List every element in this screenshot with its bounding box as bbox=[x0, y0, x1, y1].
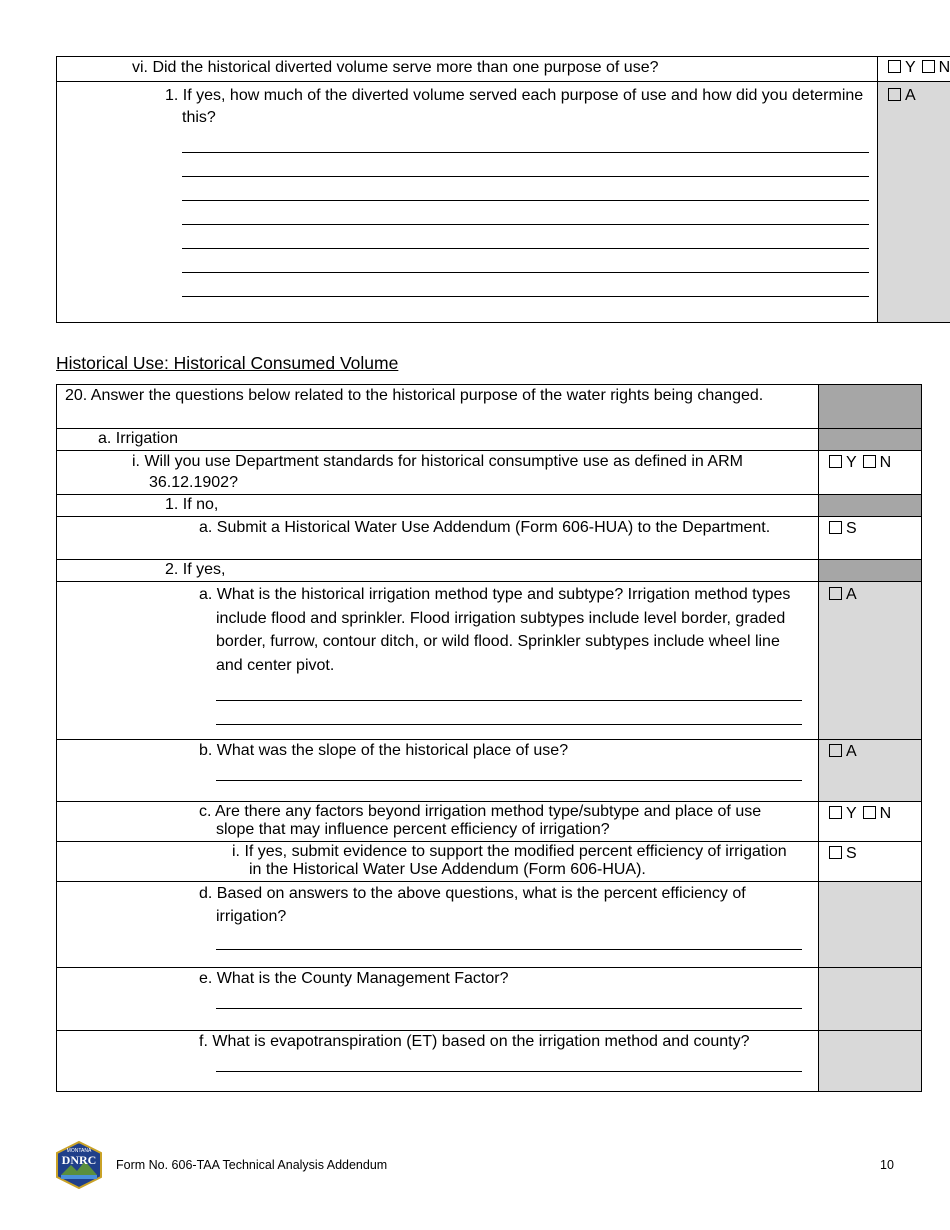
submit-hua-text: a. Submit a Historical Water Use Addendum (Form 606-HUA) to the Department. bbox=[199, 519, 771, 536]
logo-text: DNRC bbox=[61, 1153, 97, 1167]
submit-cell bbox=[819, 517, 922, 560]
question-1-row bbox=[57, 82, 950, 323]
logo-text-top: MONTANA bbox=[66, 1148, 92, 1154]
answer-line bbox=[182, 176, 869, 177]
question-vi-text: vi. Did the historical diverted volume serve more than one purpose of use? bbox=[132, 59, 659, 76]
dnrc-logo bbox=[55, 1141, 103, 1194]
if-no-label: 1. If no, bbox=[165, 496, 219, 513]
attachment-label: A bbox=[846, 586, 857, 603]
shaded-cell bbox=[819, 968, 922, 1031]
factors-text: c. Are there any factors beyond irrigation method type/subtype and place of use slope that may influence percent efficiency of irrigation? bbox=[199, 803, 762, 838]
answer-lines[interactable] bbox=[199, 949, 802, 950]
question-20-text: 20. Answer the questions below related to the historical purpose of the water rights being changed. bbox=[65, 387, 764, 404]
if-yes-label: 2. If yes, bbox=[165, 561, 226, 578]
answer-lines[interactable] bbox=[165, 152, 869, 297]
answer-line bbox=[182, 296, 869, 297]
answer-line bbox=[216, 780, 802, 781]
shaded-cell bbox=[819, 495, 922, 517]
if-no-row bbox=[57, 495, 922, 517]
answer-lines[interactable] bbox=[199, 700, 802, 725]
question-20-row bbox=[57, 385, 922, 429]
irrigation-method-row bbox=[57, 582, 922, 740]
question-1-text: 1. If yes, how much of the diverted volume served each purpose of use and how did you determine this? bbox=[165, 87, 864, 126]
purpose-of-use-table bbox=[56, 56, 950, 323]
et-text: f. What is evapotranspiration (ET) based on the irrigation method and county? bbox=[199, 1033, 750, 1050]
question-vi-row bbox=[57, 57, 950, 82]
submit-checkbox[interactable] bbox=[829, 521, 842, 534]
page-number: 10 bbox=[880, 1158, 894, 1172]
irrigation-row bbox=[57, 429, 922, 451]
answer-line bbox=[182, 248, 869, 249]
efficiency-text: d. Based on answers to the above questions, what is the percent efficiency of irrigation? bbox=[199, 885, 746, 925]
no-checkbox[interactable] bbox=[863, 806, 876, 819]
cmf-row bbox=[57, 968, 922, 1031]
yes-checkbox[interactable] bbox=[888, 60, 901, 73]
attachment-checkbox[interactable] bbox=[829, 744, 842, 757]
attachment-label: A bbox=[846, 743, 857, 760]
answer-lines[interactable] bbox=[199, 1071, 802, 1072]
answer-lines[interactable] bbox=[199, 1008, 802, 1009]
answer-line bbox=[182, 152, 869, 153]
answer-line bbox=[182, 200, 869, 201]
cmf-text: e. What is the County Management Factor? bbox=[199, 970, 509, 987]
answer-line bbox=[216, 949, 802, 950]
no-label: N bbox=[938, 59, 950, 76]
attachment-checkbox[interactable] bbox=[888, 88, 901, 101]
efficiency-row bbox=[57, 882, 922, 968]
irrigation-method-text: a. What is the historical irrigation method type and subtype? Irrigation method types include flood and sprinkler. Flood irrigation subtypes include level border, graded border, furrow, contour ditch, or wild flood. Sprinkler subtypes include wheel line and center pivot. bbox=[199, 586, 791, 674]
submit-hua-row bbox=[57, 517, 922, 560]
factors-row bbox=[57, 802, 922, 842]
section-title: Historical Use: Historical Consumed Volume bbox=[56, 353, 399, 373]
answer-line bbox=[216, 724, 802, 725]
yes-no-cell bbox=[819, 802, 922, 842]
yes-checkbox[interactable] bbox=[829, 455, 842, 468]
evidence-text: i. If yes, submit evidence to support the modified percent efficiency of irrigation in the Historical Water Use Addendum (Form 606-HUA). bbox=[232, 843, 787, 878]
answer-line bbox=[182, 224, 869, 225]
yes-no-cell bbox=[878, 57, 950, 82]
attachment-cell bbox=[819, 740, 922, 802]
shaded-cell bbox=[819, 429, 922, 451]
slope-text: b. What was the slope of the historical place of use? bbox=[199, 742, 569, 759]
no-label: N bbox=[879, 805, 892, 822]
attachment-label: A bbox=[905, 87, 916, 104]
shaded-cell bbox=[819, 1031, 922, 1092]
submit-label: S bbox=[846, 845, 857, 862]
no-label: N bbox=[879, 454, 892, 471]
shaded-cell bbox=[819, 385, 922, 429]
answer-line bbox=[182, 272, 869, 273]
yes-label: Y bbox=[846, 805, 857, 822]
answer-lines[interactable] bbox=[199, 780, 802, 781]
question-i-row bbox=[57, 451, 922, 495]
irrigation-label: a. Irrigation bbox=[98, 430, 179, 447]
et-row bbox=[57, 1031, 922, 1092]
yes-label: Y bbox=[905, 59, 916, 76]
no-checkbox[interactable] bbox=[922, 60, 935, 73]
answer-line bbox=[216, 1071, 802, 1072]
slope-row bbox=[57, 740, 922, 802]
question-i-text: i. Will you use Department standards for historical consumptive use as defined in ARM 36.12.1902? bbox=[132, 453, 743, 491]
answer-line bbox=[216, 700, 802, 701]
shaded-cell bbox=[819, 560, 922, 582]
yes-label: Y bbox=[846, 454, 857, 471]
yes-checkbox[interactable] bbox=[829, 806, 842, 819]
attachment-cell bbox=[878, 82, 950, 323]
no-checkbox[interactable] bbox=[863, 455, 876, 468]
attachment-checkbox[interactable] bbox=[829, 587, 842, 600]
consumed-volume-table bbox=[56, 384, 922, 1092]
submit-checkbox[interactable] bbox=[829, 846, 842, 859]
evidence-row bbox=[57, 842, 922, 882]
attachment-cell bbox=[819, 582, 922, 740]
submit-cell bbox=[819, 842, 922, 882]
footer-form-label: Form No. 606-TAA Technical Analysis Addendum bbox=[116, 1158, 388, 1172]
yes-no-cell bbox=[819, 451, 922, 495]
shaded-cell bbox=[819, 882, 922, 968]
answer-line bbox=[216, 1008, 802, 1009]
submit-label: S bbox=[846, 520, 857, 537]
if-yes-row bbox=[57, 560, 922, 582]
